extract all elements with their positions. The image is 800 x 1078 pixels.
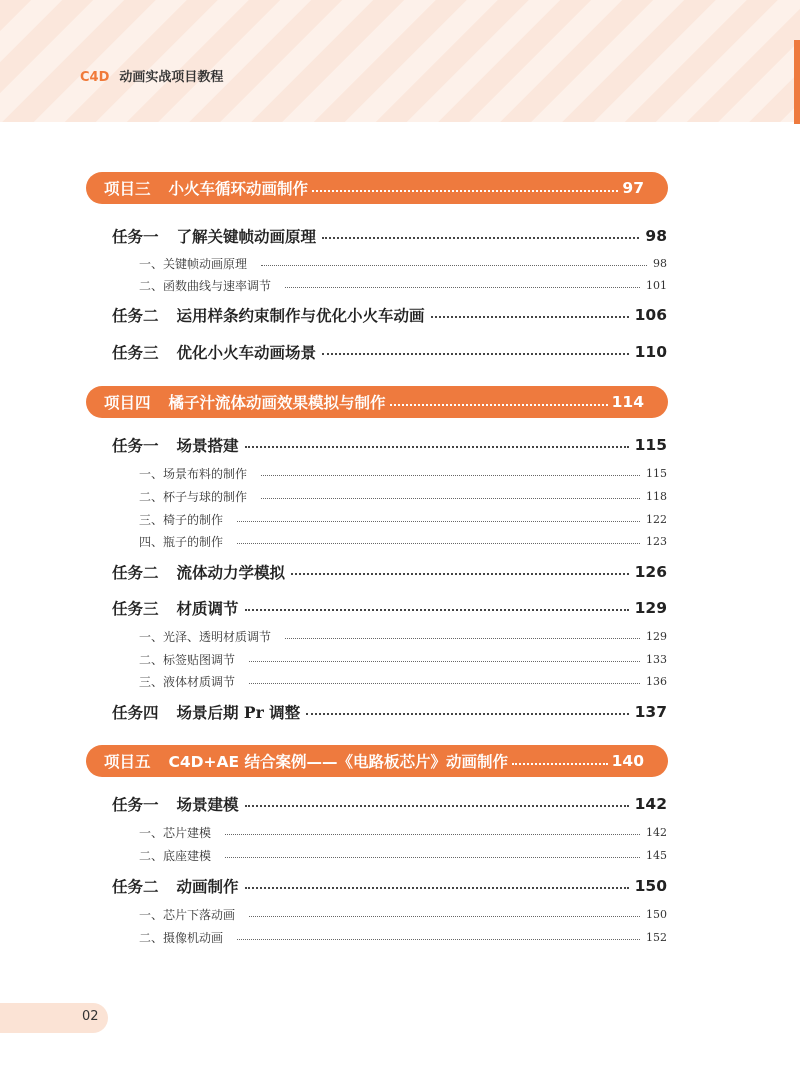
leader-dots <box>225 857 640 858</box>
subsection-title: 四、瓶子的制作 <box>139 534 224 549</box>
project-page: 114 <box>611 393 644 411</box>
subsection-title: 一、光泽、透明材质调节 <box>139 629 272 644</box>
subsection-title: 二、底座建模 <box>139 848 212 863</box>
page-header <box>0 0 800 122</box>
leader-dots <box>322 353 629 355</box>
subsection-entry[interactable] <box>139 464 667 482</box>
leader-dots <box>245 887 629 889</box>
subsection-page: 118 <box>646 489 667 503</box>
subsection-page: 115 <box>646 466 667 480</box>
project-title: 小火车循环动画制作 <box>168 180 309 198</box>
leader-dots <box>249 661 640 662</box>
subsection-entry[interactable] <box>139 905 667 923</box>
header-side-tab <box>794 40 800 124</box>
task-page: 126 <box>634 563 667 581</box>
subsection-title: 一、场景布料的制作 <box>139 466 248 481</box>
subsection-entry[interactable] <box>139 254 667 272</box>
page-number: 02 <box>82 1009 99 1024</box>
subsection-page: 101 <box>646 278 667 292</box>
subsection-title: 二、标签贴图调节 <box>139 652 236 667</box>
leader-dots <box>249 683 640 684</box>
task-page: 115 <box>634 436 667 454</box>
task-entry[interactable] <box>112 304 667 326</box>
subsection-title: 二、杯子与球的制作 <box>139 489 248 504</box>
task-entry[interactable] <box>112 225 667 247</box>
leader-dots <box>261 265 647 266</box>
subsection-page: 136 <box>646 674 667 688</box>
task-number: 任务三 <box>112 343 159 362</box>
task-title: 流体动力学模拟 <box>176 563 286 582</box>
subsection-title: 二、摄像机动画 <box>139 930 224 945</box>
leader-dots <box>249 916 640 917</box>
task-entry[interactable] <box>112 701 667 723</box>
project-title: C4D+AE 结合案例——《电路板芯片》动画制作 <box>168 753 509 771</box>
task-number: 任务一 <box>112 227 159 246</box>
task-number: 任务二 <box>112 877 159 896</box>
subsection-page: 129 <box>646 629 667 643</box>
project-page: 97 <box>622 179 644 197</box>
task-page: 137 <box>634 703 667 721</box>
subsection-page: 122 <box>646 512 667 526</box>
leader-dots <box>225 834 640 835</box>
leader-dots <box>237 543 640 544</box>
subsection-entry[interactable] <box>139 928 667 946</box>
subsection-entry[interactable] <box>139 672 667 690</box>
task-number: 任务二 <box>112 306 159 325</box>
subsection-page: 98 <box>653 256 667 270</box>
task-title: 材质调节 <box>176 599 239 618</box>
leader-dots <box>245 446 629 448</box>
task-page: 142 <box>634 795 667 813</box>
subsection-title: 一、关键帧动画原理 <box>139 256 248 271</box>
task-title: 运用样条约束制作与优化小火车动画 <box>176 306 425 325</box>
subsection-page: 142 <box>646 825 667 839</box>
project-number: 项目三 <box>104 180 151 198</box>
task-page: 129 <box>634 599 667 617</box>
subsection-page: 133 <box>646 652 667 666</box>
leader-dots <box>322 237 639 239</box>
task-number: 任务一 <box>112 436 159 455</box>
subsection-page: 145 <box>646 848 667 862</box>
subsection-title: 二、函数曲线与速率调节 <box>139 278 272 293</box>
subsection-title: 一、芯片建模 <box>139 825 212 840</box>
task-title: 动画制作 <box>176 877 239 896</box>
task-number: 任务一 <box>112 795 159 814</box>
subsection-title: 三、椅子的制作 <box>139 512 224 527</box>
subsection-entry[interactable] <box>139 532 667 550</box>
leader-dots <box>245 805 629 807</box>
subsection-entry[interactable] <box>139 627 667 645</box>
task-number: 任务二 <box>112 563 159 582</box>
subsection-entry[interactable] <box>139 846 667 864</box>
project-number: 项目五 <box>104 753 151 771</box>
subsection-entry[interactable] <box>139 823 667 841</box>
project-heading[interactable] <box>86 745 668 777</box>
task-entry[interactable] <box>112 561 667 583</box>
task-title: 场景后期 Pr 调整 <box>176 703 301 722</box>
task-page: 98 <box>645 227 667 245</box>
subsection-entry[interactable] <box>139 650 667 668</box>
subsection-entry[interactable] <box>139 487 667 505</box>
task-number: 任务三 <box>112 599 159 618</box>
task-title: 场景搭建 <box>176 436 239 455</box>
subsection-page: 150 <box>646 907 667 921</box>
leader-dots <box>261 475 640 476</box>
subsection-page: 152 <box>646 930 667 944</box>
task-entry[interactable] <box>112 793 667 815</box>
leader-dots <box>390 404 608 406</box>
task-entry[interactable] <box>112 434 667 456</box>
task-title: 场景建模 <box>176 795 239 814</box>
book-title <box>80 66 223 85</box>
project-page: 140 <box>611 752 644 770</box>
task-entry[interactable] <box>112 875 667 897</box>
leader-dots <box>512 763 608 765</box>
project-title: 橘子汁流体动画效果模拟与制作 <box>168 394 386 412</box>
project-heading[interactable] <box>86 172 668 204</box>
leader-dots <box>237 939 640 940</box>
task-number: 任务四 <box>112 703 159 722</box>
task-title: 优化小火车动画场景 <box>176 343 317 362</box>
leader-dots <box>312 190 618 192</box>
leader-dots <box>237 521 640 522</box>
task-page: 150 <box>634 877 667 895</box>
leader-dots <box>306 713 629 715</box>
subsection-entry[interactable] <box>139 510 667 528</box>
task-title: 了解关键帧动画原理 <box>176 227 317 246</box>
leader-dots <box>431 316 629 318</box>
leader-dots <box>285 287 640 288</box>
subsection-title: 一、芯片下落动画 <box>139 907 236 922</box>
task-entry[interactable] <box>112 341 667 363</box>
project-heading[interactable] <box>86 386 668 418</box>
task-entry[interactable] <box>112 597 667 619</box>
leader-dots <box>285 638 640 639</box>
subsection-page: 123 <box>646 534 667 548</box>
leader-dots <box>261 498 640 499</box>
leader-dots <box>245 609 629 611</box>
project-number: 项目四 <box>104 394 151 412</box>
book-brand: C4D <box>80 70 110 85</box>
task-page: 110 <box>634 343 667 361</box>
book-title-text: 动画实战项目教程 <box>119 70 224 85</box>
task-page: 106 <box>634 306 667 324</box>
subsection-entry[interactable] <box>139 276 667 294</box>
subsection-title: 三、液体材质调节 <box>139 674 236 689</box>
leader-dots <box>291 573 629 575</box>
